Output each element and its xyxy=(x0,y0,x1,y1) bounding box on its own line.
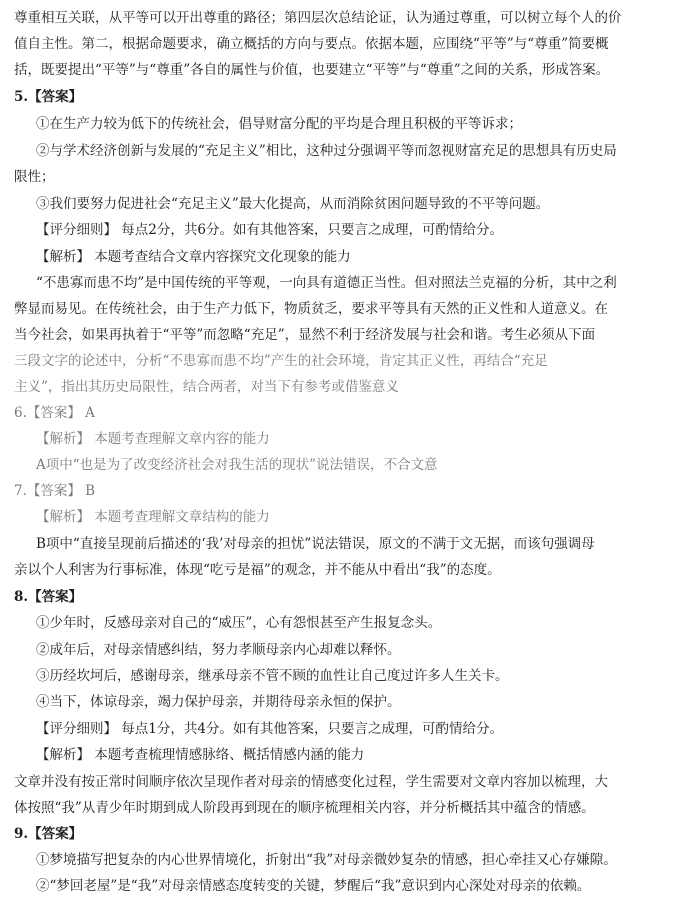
answer-point: ④当下，体谅母亲，竭力保护母亲，并期待母亲永恒的保护。 xyxy=(36,694,401,710)
analysis-heading: 【解析】 本题考查理解文章内容的能力 xyxy=(36,431,270,447)
text-line: 当今社会，如果再执着于“平等”而忽略“充足”，显然不利于经济发展与社会和谐。考生必须从下面 xyxy=(14,327,596,343)
analysis-heading: 【解析】 本题考查理解文章结构的能力 xyxy=(36,509,270,525)
question-8-answer-heading: 8.【答案】 xyxy=(14,589,83,605)
answer-point: ②成年后，对母亲情感纠结，努力孝顺母亲内心却难以释怀。 xyxy=(36,642,401,658)
text-line: 括，既要提出“平等”与“尊重”各自的属性与价值，也要建立“平等”与“尊重”之间的关系，形成答案。 xyxy=(14,62,610,78)
text-line: A项中“也是为了改变经济社会对我生活的现状”说法错误，不合文意 xyxy=(36,457,438,473)
answer-point: ①少年时，反感母亲对自己的“威压”，心有怨恨甚至产生报复念头。 xyxy=(36,615,442,631)
answer-point: ③历经坎坷后，感谢母亲，继承母亲不管不顾的血性让自己度过许多人生关卡。 xyxy=(36,668,509,684)
text-line: 值自主性。第二，根据命题要求，确立概括的方向与要点。依据本题，应围绕“平等”与“尊重”简要概 xyxy=(14,36,609,52)
text-line: B项中“直接呈现前后描述的‘我’对母亲的担忧”说法错误，原文的不满于文无据，而该句强调母 xyxy=(36,536,595,552)
answer-point: ③我们要努力促进社会“充足主义”最大化提高，从而消除贫困问题导致的不平等问题。 xyxy=(36,196,550,212)
text-line: “不患寡而患不均”是中国传统的平等观，一向具有道德正当性。但对照法兰克福的分析，其中之利 xyxy=(36,275,617,291)
text-line: 限性； xyxy=(14,169,55,185)
text-line: 体按照“我”从青少年时期到成人阶段再到现在的顺序梳理相关内容，并分析概括其中蕴含的情感。 xyxy=(14,800,595,816)
text-line: 弊显而易见。在传统社会，由于生产力低下，物质贫乏，要求平等具有天然的正义性和人道意义。在 xyxy=(14,301,608,317)
question-5-answer-heading: 5.【答案】 xyxy=(14,89,83,105)
answer-point: ②与学术经济创新与发展的“充足主义”相比，这种过分强调平等而忽视财富充足的思想具有历史局 xyxy=(36,143,617,159)
scoring-rules: 【评分细则】 每点2分，共6分。如有其他答案，只要言之成理，可酌情给分。 xyxy=(36,222,503,238)
answer-point: ①在生产力较为低下的传统社会，倡导财富分配的平均是合理且积极的平等诉求； xyxy=(36,116,522,132)
answer-point: ②“梦回老屋”是“我”对母亲情感态度转变的关键，梦醒后“我”意识到内心深处对母亲的依赖。 xyxy=(36,878,591,894)
question-6-answer: 6.【答案】 A xyxy=(14,405,95,421)
answer-point: ①梦境描写把复杂的内心世界情境化，折射出“我”对母亲微妙复杂的情感，担心牵挂又心存嫌隙。 xyxy=(36,852,617,868)
analysis-heading: 【解析】 本题考查梳理情感脉络、概括情感内涵的能力 xyxy=(36,747,365,763)
text-line: 文章并没有按正常时间顺序依次呈现作者对母亲的情感变化过程，学生需要对文章内容加以梳理，大 xyxy=(14,774,608,790)
text-line: 三段文字的论述中，分析“不患寡而患不均”产生的社会环境，肯定其正义性，再结合“充足 xyxy=(14,353,548,369)
question-7-answer: 7.【答案】 B xyxy=(14,483,96,499)
text-line: 亲以个人利害为行事标准，体现“吃亏是福”的观念，并不能从中看出“我”的态度。 xyxy=(14,562,501,578)
analysis-heading: 【解析】 本题考查结合文章内容探究文化现象的能力 xyxy=(36,249,351,265)
question-9-answer-heading: 9.【答案】 xyxy=(14,826,83,842)
text-line: 尊重相互关联，从平等可以开出尊重的路径；第四层次总结论证，认为通过尊重，可以树立每个人的价 xyxy=(14,10,622,26)
scoring-rules: 【评分细则】 每点1分，共4分。如有其他答案，只要言之成理，可酌情给分。 xyxy=(36,721,503,737)
text-line: 主义”，指出其历史局限性，结合两者，对当下有参考或借鉴意义 xyxy=(14,379,399,395)
